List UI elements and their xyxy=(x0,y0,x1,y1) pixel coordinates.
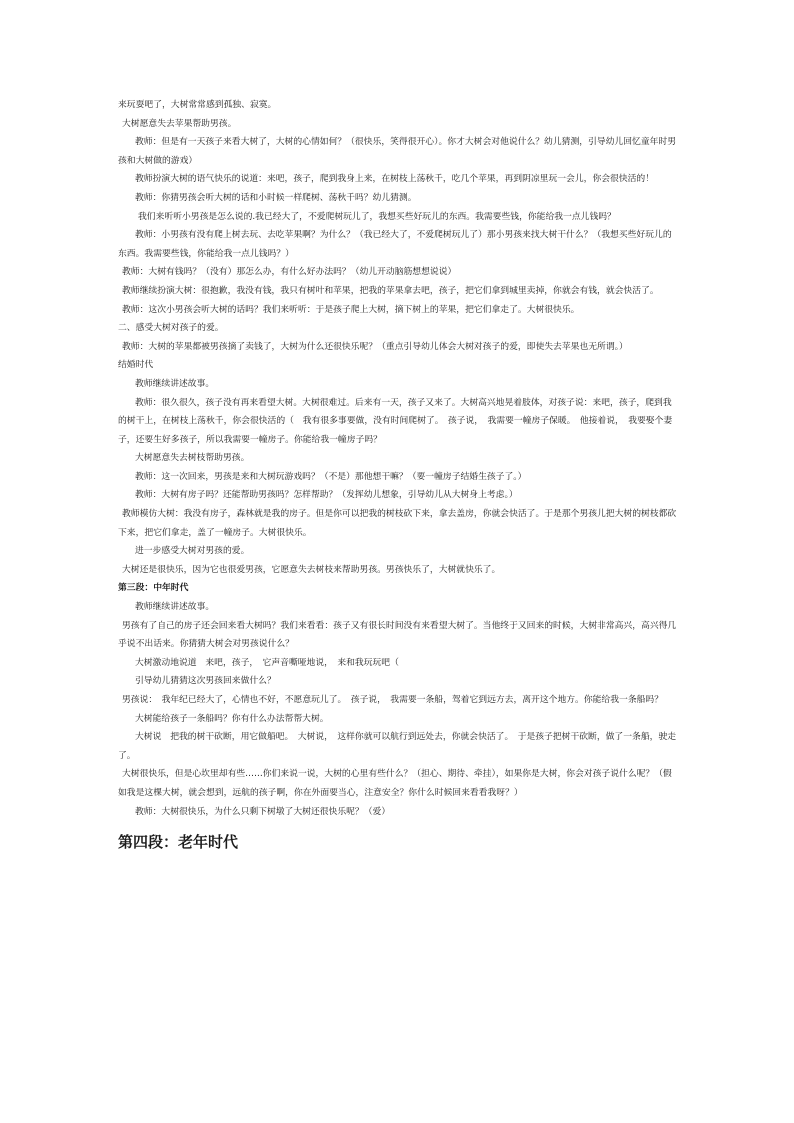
paragraph: 来玩耍吧了，大树常常感到孤独、寂寞。 xyxy=(118,100,277,110)
paragraph: 大树愿意失去树枝帮助男孩。 xyxy=(135,453,250,464)
paragraph: 教师：很久很久，孩子没有再来看望大树。大树很难过。后来有一天，孩子又来了。大树高兴地晃着肢体，对孩子说：来吧，孩子，爬到我的树干上，在树枝上荡秋千，你会很快活的（ 我有很多事要做，没有时间爬树了。 孩子说， 我需要一幢房子保暖。 他接着说， 我要娶个妻子，还要生好多孩子，所以我需要一幢房子。你能给我一幢房子吗？ xyxy=(118,397,673,445)
paragraph: 教师继续扮演大树：很抱歉，我没有钱，我只有树叶和苹果，把我的苹果拿去吧，孩子，把它们拿到城里卖掉，你就会有钱，就会快活了。 xyxy=(122,285,659,296)
document-body xyxy=(118,96,678,868)
paragraph: 教师：但是有一天孩子来看大树了，大树的心情如何？（很快乐，笑得很开心）。你才大树会对他说什么？幼儿猜测，引导幼儿回忆童年时男孩和大树做的游戏） xyxy=(118,137,677,166)
paragraph: 我们来听听小男孩是怎么说的.我已经大了，不爱爬树玩儿了，我想买些好玩儿的东西。我需要些钱，你能给我一点儿钱吗？ xyxy=(138,211,616,222)
paragraph: 教师：大树有钱吗？（没有）那怎么办，有什么好办法吗？（幼儿开动脑筋想想说说） xyxy=(122,267,457,278)
section-heading-large: 第四段：老年时代 xyxy=(118,833,239,852)
paragraph: 大树激动地说道 来吧，孩子， 它声音嘶哑地说， 来和我玩玩吧（ xyxy=(135,657,399,668)
paragraph: 大树能给孩子一条船吗？你有什么办法帮帮大树。 xyxy=(135,713,329,724)
paragraph: 教师模仿大树：我没有房子，森林就是我的房子。但是你可以把我的树枝砍下来，拿去盖房，你就会快活了。于是那个男孩儿把大树的树枝都砍下来，把它们拿走，盖了一幢房子。大树很快乐。 xyxy=(118,509,677,538)
paragraph: 男孩有了自己的房子还会回来看大树吗？我们来看看：孩子又有很长时间没有来看望大树了。当他终于又回来的时候，大树非常高兴，高兴得几乎说不出话来。你猜猜大树会对男孩说什么？ xyxy=(118,620,677,650)
paragraph: 教师：你猜男孩会听大树的话和小时候一样爬树、荡秋千吗？幼儿猜测。 xyxy=(135,192,417,203)
paragraph: 教师：大树很快乐，为什么只剩下树墩了大树还很快乐呢？（爱） xyxy=(135,806,391,817)
section-heading: 第三段：中年时代 xyxy=(118,583,189,594)
paragraph: 引导幼儿猜猜这次男孩回来做什么？ xyxy=(135,676,276,687)
paragraph: 大树说 把我的树干砍断，用它做船吧。 大树说， 这样你就可以航行到远处去，你就会快活了。 于是孩子把树干砍断，做了一条船，驶走了。 xyxy=(118,732,677,761)
paragraph: 教师：小男孩有没有爬上树去玩、去吃苹果啊？为什么？（我已经大了，不爱爬树玩儿了）那小男孩来找大树干什么？（我想买些好玩儿的东西。我需要些钱，你能给我一点儿钱吗？） xyxy=(118,230,672,259)
paragraph: 教师：这一次回来，男孩是来和大树玩游戏吗？（不是）那他想干嘛？（要一幢房子结婚生孩子了。） xyxy=(135,471,527,482)
paragraph: 大树很快乐，但是心坎里却有些……你们来说一说，大树的心里有些什么？（担心、期待、牵挂），如果你是大树，你会对孩子说什么呢？（假如我是这棵大树，就会想到，远航的孩子啊，你在外面要当心，注意安全？你什么时候回来看看我呀？） xyxy=(118,769,672,798)
paragraph: 教师：这次小男孩会听大树的话吗？我们来听听：于是孩子爬上大树，摘下树上的苹果，把它们拿走了。大树很快乐。 xyxy=(122,304,580,315)
paragraph: 教师扮演大树的语气快乐的说道：来吧，孩子，爬到我身上来，在树枝上荡秋千，吃几个苹果，再到阴凉里玩一会儿，你会很快活的！ xyxy=(135,174,655,185)
paragraph: 大树愿意失去苹果帮助男孩。 xyxy=(122,118,237,129)
paragraph: 男孩说： 我年纪已经大了，心情也不好，不愿意玩儿了。 孩子说， 我需要一条船，驾着它到远方去，离开这个地方。你能给我一条船吗？ xyxy=(122,695,664,705)
section-heading: 结婚时代 xyxy=(118,360,154,371)
paragraph: 教师继续讲述故事。 xyxy=(135,378,215,389)
section-heading: 二、感受大树对孩子的爱。 xyxy=(118,323,224,334)
paragraph: 大树还是很快乐，因为它也很爱男孩，它愿意失去树枝来帮助男孩。男孩快乐了，大树就快乐了。 xyxy=(122,564,501,575)
paragraph: 进一步感受大树对男孩的爱。 xyxy=(135,546,250,557)
paragraph: 教师继续讲述故事。 xyxy=(135,602,215,613)
paragraph: 教师：大树的苹果都被男孩摘了卖钱了，大树为什么还很快乐呢？（重点引导幼儿体会大树对孩子的爱，即使失去苹果也无所谓。） xyxy=(122,341,628,352)
paragraph: 教师：大树有房子吗？还能帮助男孩吗？怎样帮助？（发挥幼儿想象，引导幼儿从大树身上考虑。） xyxy=(135,490,518,501)
